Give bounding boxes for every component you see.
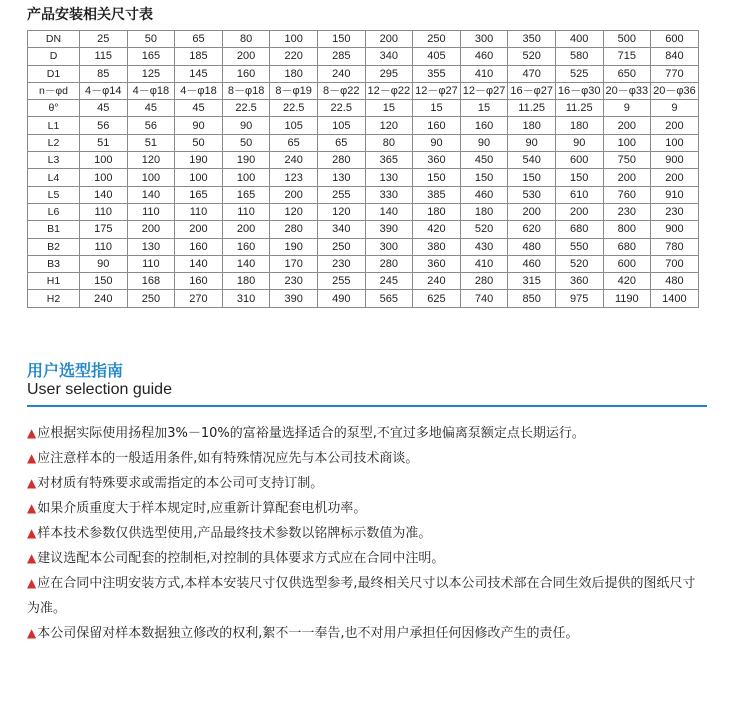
row-label: D1 xyxy=(28,65,80,82)
table-cell: 480 xyxy=(508,238,556,255)
table-cell: 160 xyxy=(175,273,223,290)
table-row xyxy=(28,203,699,220)
table-cell: 168 xyxy=(127,273,175,290)
table-cell: 65 xyxy=(175,31,223,48)
list-item-text: 本公司保留对样本数据独立修改的权利,絮不一一奉告,也不对用户承担任何因修改产生的责任。 xyxy=(37,626,579,641)
table-cell: 760 xyxy=(603,186,651,203)
list-item-text: 应在合同中注明安装方式,本样本安装尺寸仅供选型参考,最终相关尺寸以本公司技术部在合同生效后提供的图纸尺寸为准。 xyxy=(27,576,696,616)
table-row xyxy=(28,117,699,134)
table-cell: 50 xyxy=(127,31,175,48)
warning-triangle-icon: ▲ xyxy=(27,576,37,590)
table-cell: 105 xyxy=(317,117,365,134)
row-label: L5 xyxy=(28,186,80,203)
table-cell: 410 xyxy=(460,65,508,82)
table-row xyxy=(28,152,699,169)
table-cell: 100 xyxy=(651,134,699,151)
list-item-text: 应注意样本的一般适用条件,如有特殊情况应先与本公司技术商谈。 xyxy=(37,451,419,466)
table-cell: 910 xyxy=(651,186,699,203)
table-cell: 145 xyxy=(175,65,223,82)
table-cell: 80 xyxy=(365,134,413,151)
table-cell: 1190 xyxy=(603,290,651,307)
list-item xyxy=(27,471,707,496)
table-cell: 525 xyxy=(555,65,603,82)
table-cell: 500 xyxy=(603,31,651,48)
table-cell: 20－φ33 xyxy=(603,82,651,99)
table-cell: 150 xyxy=(317,31,365,48)
list-item-text: 应根据实际使用扬程加3%－10%的富裕量选择适合的泵型,不宜过多地偏离泵额定点长期运行。 xyxy=(37,426,585,441)
table-cell: 240 xyxy=(270,152,318,169)
row-label: n－φd xyxy=(28,82,80,99)
table-row xyxy=(28,238,699,255)
table-cell: 90 xyxy=(413,134,461,151)
table-cell: 490 xyxy=(317,290,365,307)
table-cell: 51 xyxy=(80,134,128,151)
table-cell: 230 xyxy=(317,255,365,272)
table-cell: 680 xyxy=(603,238,651,255)
table-cell: 700 xyxy=(651,255,699,272)
table-cell: 185 xyxy=(175,48,223,65)
table-cell: 750 xyxy=(603,152,651,169)
table-cell: 550 xyxy=(555,238,603,255)
table-cell: 400 xyxy=(555,31,603,48)
table-cell: 140 xyxy=(175,255,223,272)
table-cell: 460 xyxy=(460,186,508,203)
table-cell: 280 xyxy=(317,152,365,169)
warning-triangle-icon: ▲ xyxy=(27,426,37,440)
row-label: L2 xyxy=(28,134,80,151)
table-cell: 100 xyxy=(222,169,270,186)
table-cell: 160 xyxy=(460,117,508,134)
table-cell: 200 xyxy=(222,221,270,238)
table-cell: 115 xyxy=(80,48,128,65)
table-cell: 460 xyxy=(508,255,556,272)
table-cell: 600 xyxy=(603,255,651,272)
row-label: L3 xyxy=(28,152,80,169)
table-cell: 110 xyxy=(127,255,175,272)
table-cell: 625 xyxy=(413,290,461,307)
table-cell: 420 xyxy=(413,221,461,238)
table-cell: 200 xyxy=(222,48,270,65)
table-cell: 16－φ27 xyxy=(508,82,556,99)
table-cell: 470 xyxy=(508,65,556,82)
table-cell: 90 xyxy=(508,134,556,151)
table-cell: 405 xyxy=(413,48,461,65)
table-cell: 160 xyxy=(175,238,223,255)
table-cell: 200 xyxy=(175,221,223,238)
guide-title-cn: 用户选型指南 xyxy=(27,361,124,380)
table-cell: 45 xyxy=(127,100,175,117)
table-cell: 160 xyxy=(222,65,270,82)
table-cell: 770 xyxy=(651,65,699,82)
table-row xyxy=(28,221,699,238)
table-cell: 100 xyxy=(270,31,318,48)
table-cell: 390 xyxy=(270,290,318,307)
table-cell: 680 xyxy=(555,221,603,238)
row-label: L1 xyxy=(28,117,80,134)
table-cell: 850 xyxy=(508,290,556,307)
table-row xyxy=(28,169,699,186)
table-cell: 540 xyxy=(508,152,556,169)
table-cell: 800 xyxy=(603,221,651,238)
table-cell: 100 xyxy=(80,169,128,186)
warning-triangle-icon: ▲ xyxy=(27,451,37,465)
table-cell: 1400 xyxy=(651,290,699,307)
warning-triangle-icon: ▲ xyxy=(27,476,37,490)
table-cell: 430 xyxy=(460,238,508,255)
table-cell: 165 xyxy=(175,186,223,203)
table-cell: 150 xyxy=(413,169,461,186)
table-cell: 65 xyxy=(317,134,365,151)
table-cell: 56 xyxy=(127,117,175,134)
table-cell: 123 xyxy=(270,169,318,186)
table-cell: 315 xyxy=(508,273,556,290)
table-cell: 385 xyxy=(413,186,461,203)
table-cell: 230 xyxy=(603,203,651,220)
table-cell: 740 xyxy=(460,290,508,307)
list-item-text: 对材质有特殊要求或需指定的本公司可支持订制。 xyxy=(37,476,324,491)
table-cell: 15 xyxy=(365,100,413,117)
table-cell: 80 xyxy=(222,31,270,48)
row-label: H1 xyxy=(28,273,80,290)
table-cell: 9 xyxy=(651,100,699,117)
table-cell: 90 xyxy=(222,117,270,134)
table-cell: 45 xyxy=(80,100,128,117)
table-cell: 530 xyxy=(508,186,556,203)
table-cell: 240 xyxy=(413,273,461,290)
table-cell: 360 xyxy=(555,273,603,290)
table-cell: 120 xyxy=(270,203,318,220)
list-item xyxy=(27,496,707,521)
table-cell: 300 xyxy=(365,238,413,255)
list-item xyxy=(27,521,707,546)
table-cell: 200 xyxy=(651,117,699,134)
table-cell: 200 xyxy=(651,169,699,186)
guide-title-en: User selection guide xyxy=(27,381,172,398)
table-cell: 580 xyxy=(555,48,603,65)
warning-triangle-icon: ▲ xyxy=(27,526,37,540)
table-cell: 715 xyxy=(603,48,651,65)
table-cell: 56 xyxy=(80,117,128,134)
table-cell: 420 xyxy=(603,273,651,290)
dimensions-table xyxy=(27,30,699,308)
table-cell: 780 xyxy=(651,238,699,255)
list-item xyxy=(27,421,707,446)
list-item xyxy=(27,446,707,471)
table-cell: 160 xyxy=(222,238,270,255)
table-cell: 125 xyxy=(127,65,175,82)
table-cell: 295 xyxy=(365,65,413,82)
table-cell: 355 xyxy=(413,65,461,82)
table-cell: 360 xyxy=(413,255,461,272)
table-row xyxy=(28,273,699,290)
table-cell: 975 xyxy=(555,290,603,307)
table-cell: 330 xyxy=(365,186,413,203)
table-cell: 140 xyxy=(80,186,128,203)
table-cell: 12－φ27 xyxy=(413,82,461,99)
table-row xyxy=(28,48,699,65)
table-cell: 365 xyxy=(365,152,413,169)
table-cell: 130 xyxy=(127,238,175,255)
table-cell: 180 xyxy=(270,65,318,82)
row-label: θ° xyxy=(28,100,80,117)
table-cell: 340 xyxy=(317,221,365,238)
table-cell: 25 xyxy=(80,31,128,48)
table-row xyxy=(28,82,699,99)
table-cell: 390 xyxy=(365,221,413,238)
warning-triangle-icon: ▲ xyxy=(27,626,37,640)
table-cell: 565 xyxy=(365,290,413,307)
table-cell: 180 xyxy=(460,203,508,220)
table-cell: 15 xyxy=(413,100,461,117)
table-cell: 50 xyxy=(222,134,270,151)
table-row xyxy=(28,290,699,307)
guide-divider xyxy=(27,405,707,407)
table-cell: 110 xyxy=(175,203,223,220)
table-cell: 120 xyxy=(365,117,413,134)
table-cell: 120 xyxy=(127,152,175,169)
table-cell: 130 xyxy=(317,169,365,186)
list-item-text: 如果介质重度大于样本规定时,应重新计算配套电机功率。 xyxy=(37,501,367,516)
row-label: D xyxy=(28,48,80,65)
table-cell: 180 xyxy=(413,203,461,220)
table-cell: 8－φ19 xyxy=(270,82,318,99)
table-cell: 110 xyxy=(222,203,270,220)
table-cell: 9 xyxy=(603,100,651,117)
table-cell: 840 xyxy=(651,48,699,65)
table-cell: 280 xyxy=(365,255,413,272)
list-item xyxy=(27,621,707,646)
page-title: 产品安装相关尺寸表 xyxy=(27,7,153,23)
row-label: B1 xyxy=(28,221,80,238)
table-cell: 230 xyxy=(270,273,318,290)
table-cell: 620 xyxy=(508,221,556,238)
table-cell: 110 xyxy=(80,238,128,255)
table-cell: 350 xyxy=(508,31,556,48)
table-cell: 170 xyxy=(270,255,318,272)
table-cell: 8－φ18 xyxy=(222,82,270,99)
table-cell: 520 xyxy=(460,221,508,238)
table-cell: 480 xyxy=(651,273,699,290)
table-cell: 310 xyxy=(222,290,270,307)
table-cell: 105 xyxy=(270,117,318,134)
table-cell: 900 xyxy=(651,152,699,169)
table-cell: 200 xyxy=(603,169,651,186)
table-row xyxy=(28,65,699,82)
table-cell: 16－φ30 xyxy=(555,82,603,99)
table-cell: 150 xyxy=(460,169,508,186)
table-cell: 280 xyxy=(270,221,318,238)
table-cell: 520 xyxy=(555,255,603,272)
table-cell: 4－φ18 xyxy=(175,82,223,99)
dimensions-table-body xyxy=(28,31,699,308)
row-label: B2 xyxy=(28,238,80,255)
table-cell: 610 xyxy=(555,186,603,203)
table-cell: 380 xyxy=(413,238,461,255)
table-cell: 110 xyxy=(127,203,175,220)
table-cell: 460 xyxy=(460,48,508,65)
table-cell: 250 xyxy=(317,238,365,255)
table-cell: 900 xyxy=(651,221,699,238)
table-cell: 280 xyxy=(460,273,508,290)
table-cell: 245 xyxy=(365,273,413,290)
table-cell: 150 xyxy=(508,169,556,186)
list-item-text: 样本技术参数仅供选型使用,产品最终技术参数以铭牌标示数值为准。 xyxy=(37,526,432,541)
table-cell: 22.5 xyxy=(270,100,318,117)
table-cell: 22.5 xyxy=(317,100,365,117)
table-cell: 4－φ14 xyxy=(80,82,128,99)
table-row xyxy=(28,31,699,48)
table-cell: 12－φ27 xyxy=(460,82,508,99)
row-label: B3 xyxy=(28,255,80,272)
table-cell: 90 xyxy=(460,134,508,151)
table-cell: 600 xyxy=(651,31,699,48)
table-cell: 270 xyxy=(175,290,223,307)
table-cell: 100 xyxy=(80,152,128,169)
list-item xyxy=(27,546,707,571)
table-cell: 240 xyxy=(317,65,365,82)
table-cell: 11.25 xyxy=(555,100,603,117)
warning-triangle-icon: ▲ xyxy=(27,551,37,565)
table-cell: 90 xyxy=(175,117,223,134)
table-cell: 130 xyxy=(365,169,413,186)
table-cell: 230 xyxy=(651,203,699,220)
table-cell: 250 xyxy=(127,290,175,307)
table-cell: 650 xyxy=(603,65,651,82)
table-cell: 240 xyxy=(80,290,128,307)
table-cell: 8－φ22 xyxy=(317,82,365,99)
table-cell: 175 xyxy=(80,221,128,238)
warning-triangle-icon: ▲ xyxy=(27,501,37,515)
table-cell: 300 xyxy=(460,31,508,48)
table-cell: 22.5 xyxy=(222,100,270,117)
table-cell: 20－φ36 xyxy=(651,82,699,99)
table-cell: 90 xyxy=(555,134,603,151)
table-cell: 410 xyxy=(460,255,508,272)
table-cell: 600 xyxy=(555,152,603,169)
table-cell: 200 xyxy=(508,203,556,220)
table-cell: 85 xyxy=(80,65,128,82)
table-cell: 100 xyxy=(127,169,175,186)
table-cell: 4－φ18 xyxy=(127,82,175,99)
table-cell: 150 xyxy=(555,169,603,186)
row-label: H2 xyxy=(28,290,80,307)
table-cell: 120 xyxy=(317,203,365,220)
table-cell: 180 xyxy=(508,117,556,134)
table-cell: 15 xyxy=(460,100,508,117)
table-cell: 200 xyxy=(603,117,651,134)
table-cell: 200 xyxy=(555,203,603,220)
table-cell: 50 xyxy=(175,134,223,151)
table-cell: 180 xyxy=(222,273,270,290)
table-cell: 45 xyxy=(175,100,223,117)
table-cell: 190 xyxy=(270,238,318,255)
table-cell: 200 xyxy=(127,221,175,238)
table-cell: 520 xyxy=(508,48,556,65)
table-cell: 160 xyxy=(413,117,461,134)
row-label: DN xyxy=(28,31,80,48)
table-cell: 150 xyxy=(80,273,128,290)
table-cell: 11.25 xyxy=(508,100,556,117)
table-cell: 450 xyxy=(460,152,508,169)
table-cell: 140 xyxy=(365,203,413,220)
guide-list xyxy=(27,421,707,646)
table-row xyxy=(28,100,699,117)
table-row xyxy=(28,186,699,203)
table-cell: 255 xyxy=(317,273,365,290)
table-cell: 12－φ22 xyxy=(365,82,413,99)
table-cell: 100 xyxy=(175,169,223,186)
table-cell: 51 xyxy=(127,134,175,151)
row-label: L4 xyxy=(28,169,80,186)
list-item-text: 建议选配本公司配套的控制柜,对控制的具体要求方式应在合同中注明。 xyxy=(37,551,445,566)
table-row xyxy=(28,255,699,272)
table-cell: 100 xyxy=(603,134,651,151)
table-cell: 200 xyxy=(270,186,318,203)
table-cell: 190 xyxy=(175,152,223,169)
table-cell: 255 xyxy=(317,186,365,203)
table-cell: 65 xyxy=(270,134,318,151)
table-cell: 90 xyxy=(80,255,128,272)
table-cell: 285 xyxy=(317,48,365,65)
list-item xyxy=(27,571,707,621)
table-cell: 360 xyxy=(413,152,461,169)
table-cell: 220 xyxy=(270,48,318,65)
table-cell: 340 xyxy=(365,48,413,65)
table-cell: 180 xyxy=(555,117,603,134)
table-cell: 200 xyxy=(365,31,413,48)
table-cell: 165 xyxy=(222,186,270,203)
row-label: L6 xyxy=(28,203,80,220)
table-row xyxy=(28,134,699,151)
table-cell: 250 xyxy=(413,31,461,48)
table-cell: 110 xyxy=(80,203,128,220)
table-cell: 190 xyxy=(222,152,270,169)
table-cell: 165 xyxy=(127,48,175,65)
table-cell: 140 xyxy=(127,186,175,203)
table-cell: 140 xyxy=(222,255,270,272)
